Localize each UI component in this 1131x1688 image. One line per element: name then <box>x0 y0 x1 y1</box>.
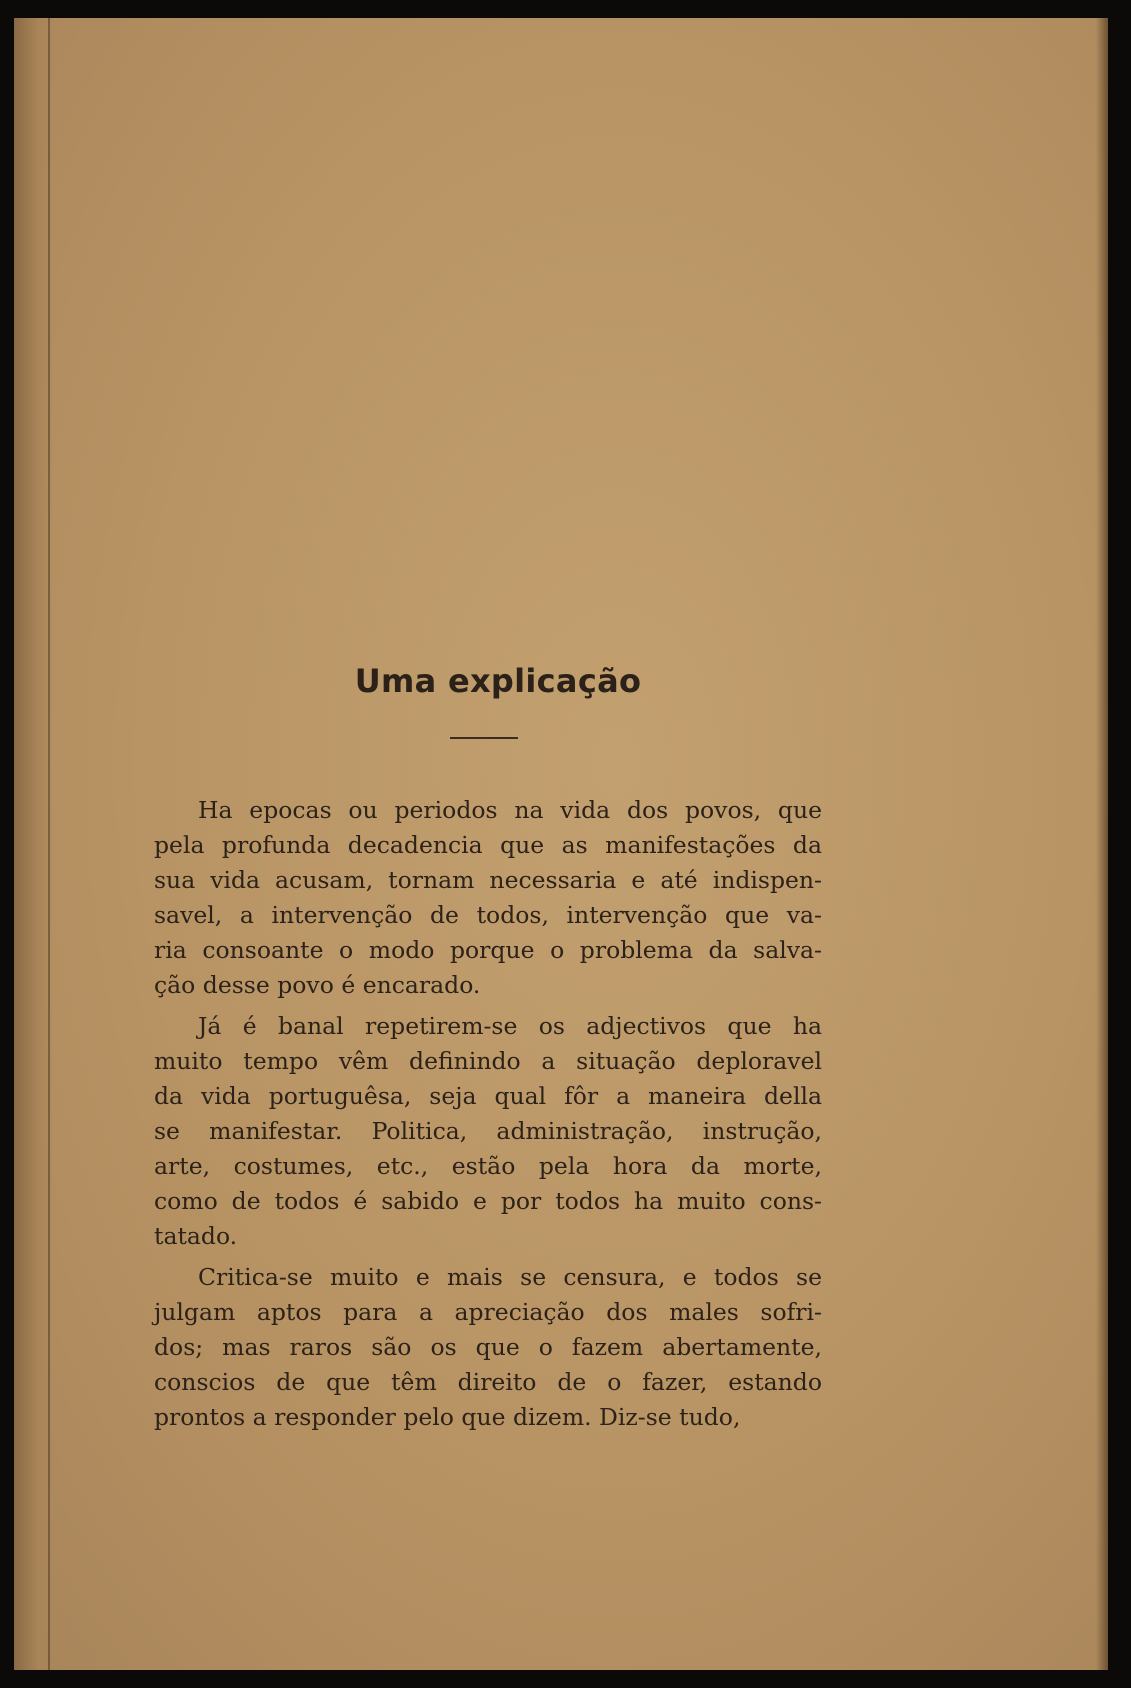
text-line: como de todos é sabido e por todos ha muito cons- <box>154 1187 822 1215</box>
text-line: se manifestar. Politica, administração, instrução, <box>154 1117 822 1145</box>
text-line: savel, a intervenção de todos, intervenção que va- <box>154 901 822 929</box>
text-line: tatado. <box>154 1222 238 1250</box>
paragraph <box>154 793 822 1003</box>
text-line: julgam aptos para a apreciação dos males sofri- <box>154 1298 822 1326</box>
text-line: conscios de que têm direito de o fazer, estando <box>154 1368 822 1396</box>
text-line: Ha epocas ou periodos na vida dos povos, que <box>198 796 822 824</box>
text-line: da vida portuguêsa, seja qual fôr a maneira della <box>154 1082 822 1110</box>
paragraph <box>154 1260 822 1435</box>
title-rule <box>450 737 518 739</box>
text-line: muito tempo vêm definindo a situação deploravel <box>154 1047 822 1075</box>
page-edge <box>1096 18 1108 1670</box>
chapter-title: Uma explicação <box>354 662 642 700</box>
paragraph <box>154 1009 822 1254</box>
text-line: Já é banal repetirem-se os adjectivos que ha <box>198 1012 822 1040</box>
text-line: ção desse povo é encarado. <box>154 971 481 999</box>
text-line: arte, costumes, etc., estão pela hora da morte, <box>154 1152 822 1180</box>
binding-fold <box>48 18 50 1670</box>
body-text <box>154 793 822 1441</box>
book-page <box>14 18 1108 1670</box>
text-line: pela profunda decadencia que as manifestações da <box>154 831 822 859</box>
text-line: sua vida acusam, tornam necessaria e até indispen- <box>154 866 822 894</box>
text-line: prontos a responder pelo que dizem. Diz-se tudo, <box>154 1403 741 1431</box>
text-line: dos; mas raros são os que o fazem abertamente, <box>154 1333 822 1361</box>
text-line: ria consoante o modo porque o problema da salva- <box>154 936 822 964</box>
text-line: Critica-se muito e mais se censura, e todos se <box>198 1263 822 1291</box>
